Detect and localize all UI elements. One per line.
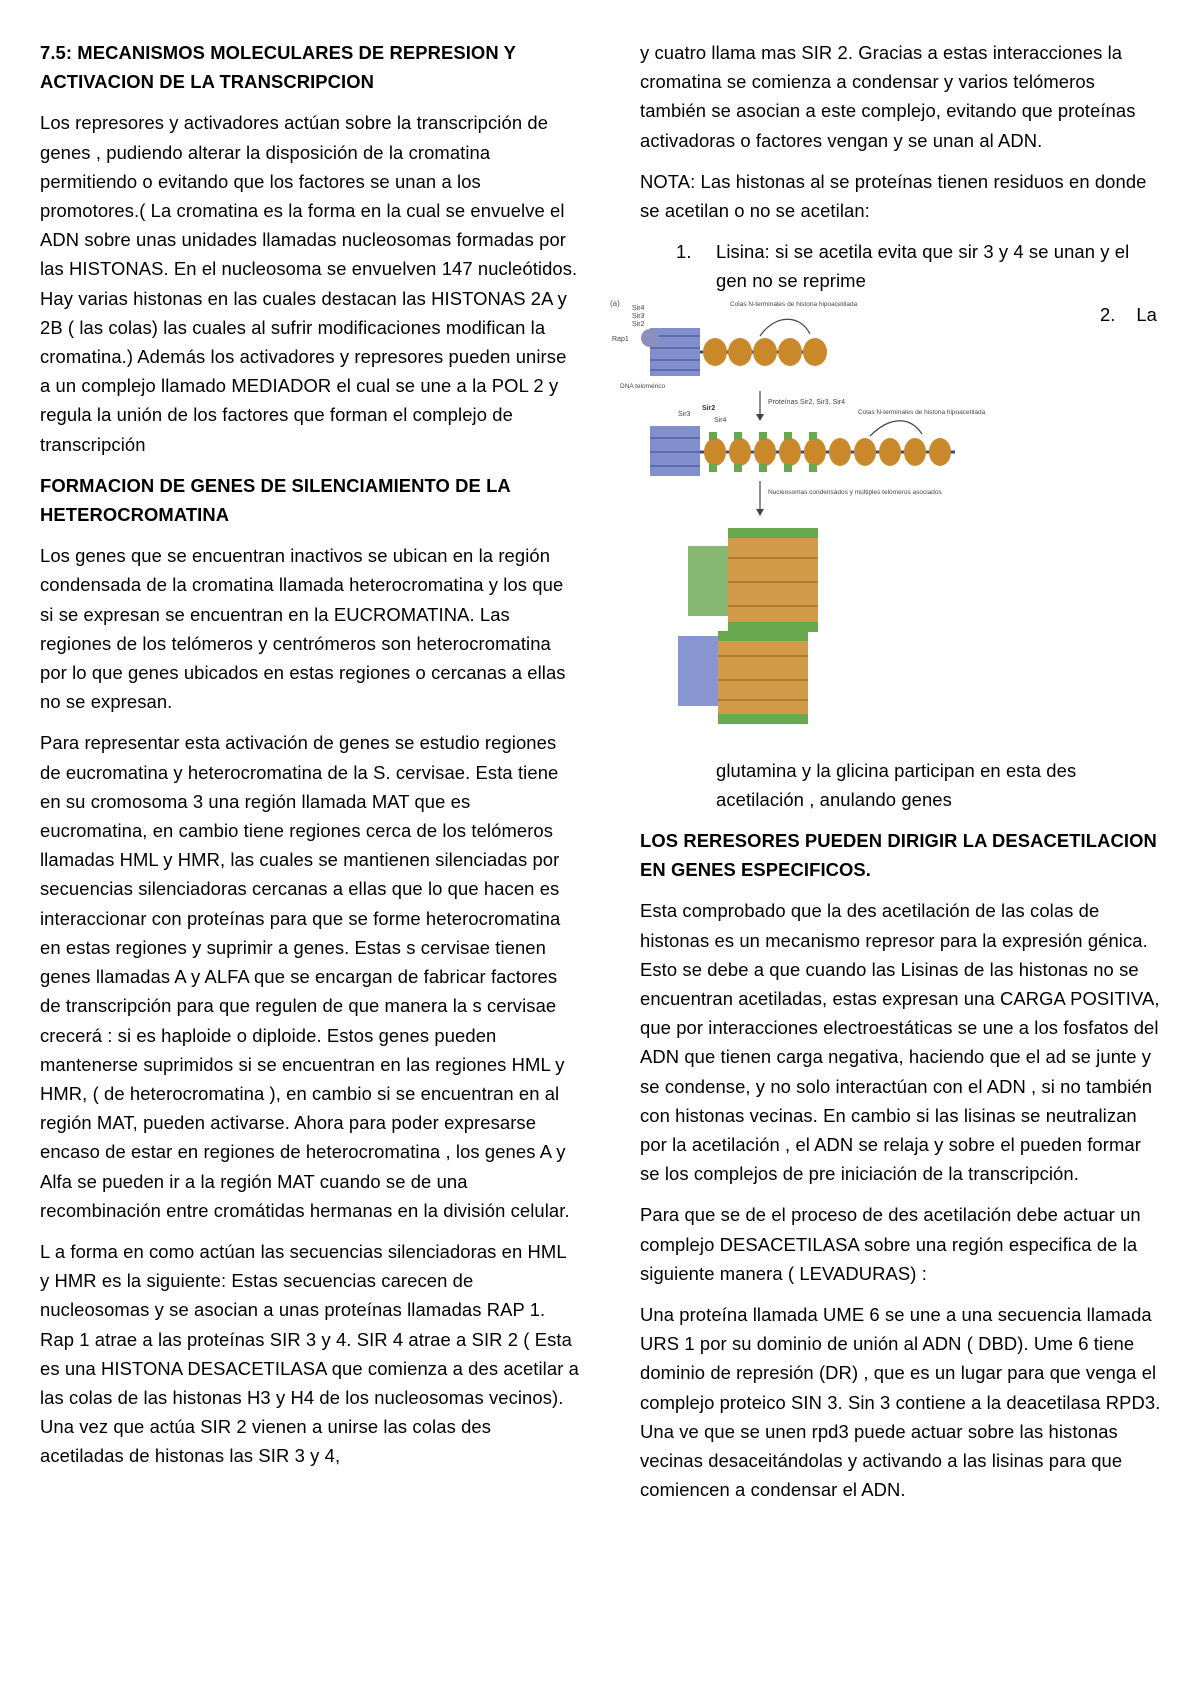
tail-arrow	[760, 319, 810, 336]
section-heading: FORMACION DE GENES DE SILENCIAMIENTO DE LA HETEROCROMATINA	[40, 474, 511, 526]
sir2-label-mid: Sir2	[702, 404, 716, 412]
section-title: 7.5: MECANISMOS MOLECULARES DE REPRESION Y ACTIVACION DE LA TRANSCRIPCION	[40, 42, 516, 93]
nucleosome	[803, 338, 827, 366]
nucleosome	[754, 438, 776, 466]
sir3-protein	[759, 464, 767, 472]
list-item-2-continuation: glutamina y la glicina participan en esta des acetilación , anulando genes	[716, 759, 1077, 810]
list-item-text: La	[1136, 303, 1157, 325]
arrow-head	[756, 509, 764, 516]
nucleosome	[929, 438, 951, 466]
sir3-layer	[728, 622, 818, 632]
middle-dna-row	[650, 420, 955, 475]
arrow-head	[756, 414, 764, 421]
nucleosome	[879, 438, 901, 466]
sir3-layer	[728, 528, 818, 538]
top-tails-label: Colas N-terminales de histona hipoacetilada	[730, 300, 858, 308]
mid-tails-label: Colas N-terminales de histona hipoacetilada	[858, 408, 986, 416]
nucleosome	[779, 438, 801, 466]
nucleosome	[753, 338, 777, 366]
proteins-label: Proteínas Sir2, Sir3, Sir4	[768, 398, 846, 406]
telomeric-dna-block	[650, 426, 700, 476]
nucleosome	[704, 438, 726, 466]
list-item	[640, 237, 1165, 295]
sir3-protein	[809, 432, 817, 440]
list-number: 1.	[676, 241, 692, 263]
sir3-protein	[709, 464, 717, 472]
sir3-layer	[718, 631, 808, 641]
heterochromatin-diagram	[610, 296, 990, 756]
left-column	[40, 38, 580, 1483]
sir3-protein	[709, 432, 717, 440]
sir3-protein	[734, 464, 742, 472]
list-item-2-start	[1100, 300, 1157, 329]
nucleosome	[778, 338, 802, 366]
tail-arrow	[870, 420, 922, 435]
sir3-label-mid: Sir3	[678, 410, 691, 418]
nucleosome	[829, 438, 851, 466]
condensed-nucleosomes	[728, 536, 818, 626]
panel-label: (a)	[610, 298, 620, 308]
sir3-protein	[809, 464, 817, 472]
sir4-label: Sir4	[632, 304, 645, 312]
condensed-heterochromatin	[678, 528, 818, 724]
paragraph: Los genes que se encuentran inactivos se ubican en la región condensada de la cromatina llamada heterocromatina y los que si se expresan se encuentran en la EUCROMATINA. Las regiones de los telómeros y centrómeros son heterocromatina por lo que genes ubicados en estas regiones o cercanas a ellas no se expresan.	[40, 545, 566, 713]
nucleosome	[804, 438, 826, 466]
figure-block	[610, 296, 1165, 756]
paragraph: Esta comprobado que la des acetilación de las colas de histonas es un mecanismo represor para la expresión génica. Esto se debe a que cuando las Lisinas de las histonas no se encuentran acetiladas, estas expresan una CARGA POSITIVA, que por interacciones electroestáticas se une a los fosfatos del ADN que tienen carga negativa, haciendo que el ad se junte y se condense, y no solo interactúan con el ADN , si no también con histonas vecinas. En cambio si las lisinas se neutralizan por la acetilación , el ADN se relaja y sobre el pueden formar se los complejos de pre iniciación de la transcripción.	[640, 900, 1160, 1185]
paragraph: L a forma en como actúan las secuencias silenciadoras en HML y HMR es la siguiente: Estas secuencias carecen de nucleosomas y se asocian a unas proteínas llamadas RAP 1. Rap 1 atrae a las proteínas SIR 3 y 4. SIR 4 atrae a SIR 2 ( Esta es una HISTONA DESACETILASA que comienza a des acetilar a las colas de las histonas H3 y H4 de los nucleosomas vecinos). Una vez que actúa SIR 2 vienen a unirse las colas des acetiladas de histonas las SIR 3 y 4,	[40, 1240, 579, 1467]
nota-paragraph: NOTA: Las histonas al se proteínas tienen residuos en donde se acetilan o no se acetilan:	[640, 170, 1147, 222]
paragraph: Para representar esta activación de genes se estudio regiones de eucromatina y heterocromatina de la S. cervisae. Esta tiene en su cromosoma 3 una región llamada MAT que es eucromatina, en cambio tiene regiones cerca de los telómeros llamadas HML y HMR, las cuales se mantienen silenciadas por secuencias silenciadoras cercanas a ellas que lo que hacen es interaccionar con proteínas para que se forme heterocromatina en estas regiones y suprimir a genes. Estas s cervisae tienen genes llamadas A y ALFA que se encargan de fabricar factores de transcripción para que regulen de que manera la s cervisae crecerá : si es haploide o diploide. Estos genes pueden mantenerse suprimidos si se encuentran en las regiones HML y HMR, ( de heterocromatina ), en cambio si se encuentran en al región MAT, pueden activarse. Ahora para poder expresarse encaso de estar en regiones de heterocromatina , los genes A y Alfa se pueden ir a la región MAT cuando se de una recombinación entre cromátidas hermanas en la división celular.	[40, 732, 570, 1221]
sir4-label-mid: Sir4	[714, 416, 727, 424]
top-dna-row	[641, 319, 827, 376]
right-column	[610, 38, 1165, 1517]
section-heading: LOS RERESORES PUEDEN DIRIGIR LA DESACETILACION EN GENES ESPECIFICOS.	[640, 830, 1157, 881]
list-item-text: Lisina: si se acetila evita que sir 3 y 4 se unan y el gen no se reprime	[716, 241, 1130, 292]
paragraph: Para que se de el proceso de des acetilación debe actuar un complejo DESACETILASA sobre una región especifica de la siguiente manera ( LEVADURAS) :	[640, 1204, 1141, 1284]
nucleosome	[904, 438, 926, 466]
bottom-label: Nucleosomas condensados y múltiples telómeros asociados	[768, 488, 942, 496]
rap1-protein	[641, 329, 659, 347]
paragraph: Una proteína llamada UME 6 se une a una secuencia llamada URS 1 por su dominio de unión al ADN ( DBD). Ume 6 tiene dominio de represión (DR) , que es un lugar para que venga el complejo proteico SIN 3. Sin 3 contiene a la deacetilasa RPD3. Una ve que se unen rpd3 puede actuar sobre las histonas vecinas desaceitándolas y activando a las lisinas para que comiencen a condensar el ADN.	[640, 1304, 1161, 1501]
sir2-label-top: Sir2	[632, 320, 645, 328]
sir3-protein	[784, 432, 792, 440]
nucleosome	[703, 338, 727, 366]
sir3-label: Sir3	[632, 312, 645, 320]
dna-label: DNA telomérico	[620, 382, 666, 390]
paragraph: Los represores y activadores actúan sobre la transcripción de genes , pudiendo alterar la disposición de la cromatina permitiendo o evitando que los factores se unan a los promotores.( La cromatina es la forma en la cual se envuelve el ADN sobre unas unidades llamadas nucleosomas formadas por las HISTONAS. En el nucleosoma se envuelven 147 nucleótidos. Hay varias histonas en las cuales destacan las HISTONAS 2A y 2B ( las colas) las cuales al sufrir modificaciones modifican la cromatina.) Además los activadores y represores pueden unirse a un complejo llamado MEDIADOR el cual se une a la POL 2 y regula la unión de los factores que forman el complejo de transcripción	[40, 112, 578, 455]
sir3-protein	[784, 464, 792, 472]
paragraph: y cuatro llama mas SIR 2. Gracias a estas interacciones la cromatina se comienza a condensar y varios telómeros también se asocian a este complejo, evitando que proteínas activadoras o factores vengan y se unan al ADN.	[640, 42, 1136, 151]
condensed-nucleosomes	[718, 636, 808, 716]
telomeric-dna-block	[678, 636, 718, 706]
rap1-label: Rap1	[612, 335, 629, 343]
nucleosome	[728, 338, 752, 366]
sir3-protein	[734, 432, 742, 440]
list-number: 2.	[1099, 303, 1116, 325]
sir3-layer	[718, 714, 808, 724]
nucleosome	[854, 438, 876, 466]
sir-complex	[688, 546, 728, 616]
sir3-protein	[759, 432, 767, 440]
nucleosome	[729, 438, 751, 466]
